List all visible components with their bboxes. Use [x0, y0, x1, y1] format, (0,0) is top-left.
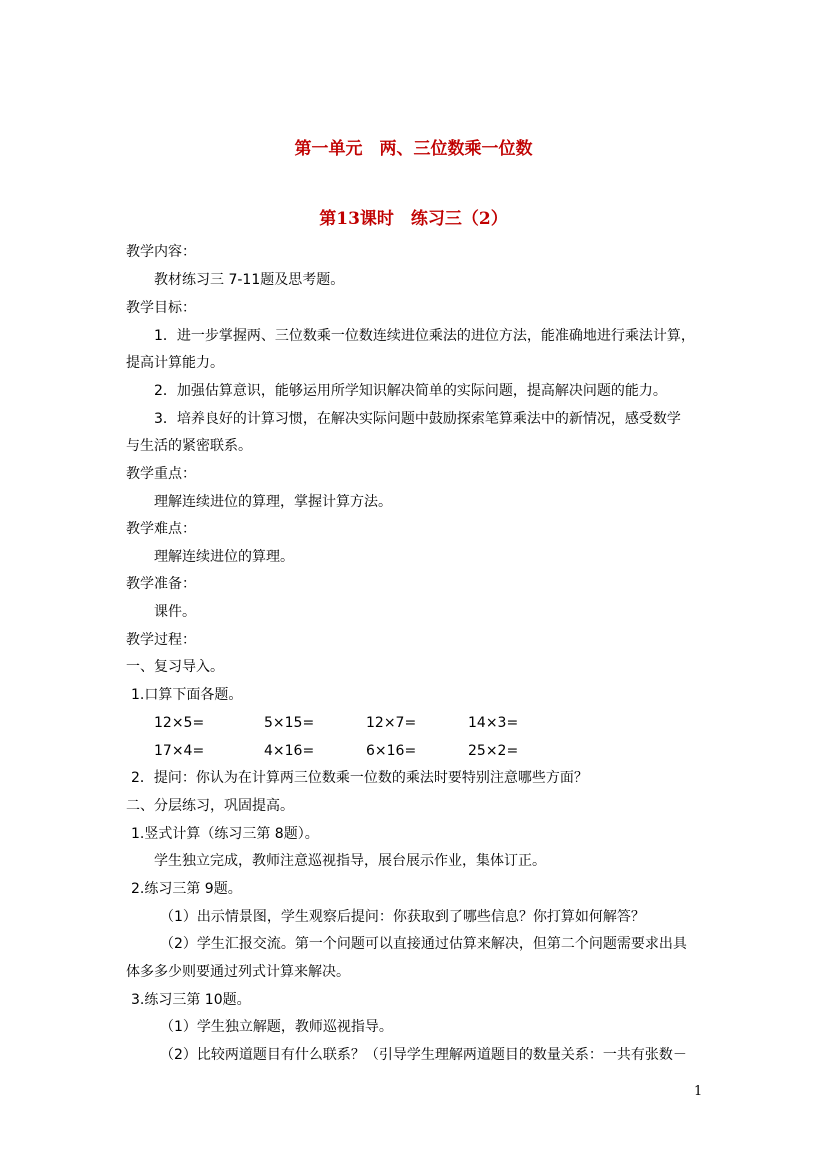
oral-item: 14×3=	[468, 715, 519, 731]
key-body: 理解连续进位的算理，掌握计算方法。	[154, 494, 392, 510]
lesson-title: 第13课时 练习三（2）	[319, 209, 508, 229]
part2-item3: 3.练习三第 10题。	[131, 992, 251, 1008]
goals-heading: 教学目标：	[126, 300, 196, 316]
part2-item3-a: （1）学生独立解题，教师巡视指导。	[160, 1019, 393, 1035]
process-heading: 教学过程：	[126, 632, 196, 648]
oral-item: 12×5=	[154, 715, 205, 731]
part2-item2-b2: 体多多少则要通过列式计算来解决。	[126, 964, 350, 980]
key-heading: 教学重点：	[126, 466, 196, 482]
part1-item2: 2．提问：你认为在计算两三位数乘一位数的乘法时要特别注意哪些方面？	[131, 770, 588, 786]
difficulty-heading: 教学难点：	[126, 521, 196, 537]
part2-item3-b: （2）比较两道题目有什么联系？（引导学生理解两道题目的数量关系：一共有张数－	[160, 1047, 687, 1063]
part1-heading: 一、复习导入。	[126, 659, 224, 675]
oral-item: 12×7=	[366, 715, 417, 731]
unit-title: 第一单元 两、三位数乘一位数	[294, 139, 533, 159]
goal-1a: 1．进一步掌握两、三位数乘一位数连续进位乘法的进位方法，能准确地进行乘法计算，	[154, 328, 695, 344]
goal-3b: 与生活的紧密联系。	[126, 438, 252, 454]
part2-item1-body: 学生独立完成，教师注意巡视指导，展台展示作业，集体订正。	[154, 853, 546, 869]
goal-3a: 3．培养良好的计算习惯，在解决实际问题中鼓励探索笔算乘法中的新情况，感受数学	[154, 411, 681, 427]
content-heading: 教学内容：	[126, 244, 196, 260]
part2-item2-b1: （2）学生汇报交流。第一个问题可以直接通过估算来解决，但第二个问题需要求出具	[160, 936, 687, 952]
part1-item1: 1.口算下面各题。	[131, 687, 243, 703]
oral-item: 25×2=	[468, 743, 519, 759]
goal-2: 2．加强估算意识，能够运用所学知识解决简单的实际问题，提高解决问题的能力。	[154, 383, 667, 399]
difficulty-body: 理解连续进位的算理。	[154, 549, 294, 565]
part2-item2: 2.练习三第 9题。	[131, 881, 242, 897]
oral-item: 6×16=	[366, 743, 417, 759]
page-number: 1	[694, 1084, 703, 1099]
part2-item2-a: （1）出示情景图，学生观察后提问：你获取到了哪些信息？你打算如何解答？	[160, 909, 645, 925]
prep-heading: 教学准备：	[126, 576, 196, 592]
oral-item: 4×16=	[264, 743, 315, 759]
part2-item1: 1.竖式计算（练习三第 8题）。	[131, 826, 319, 842]
oral-item: 5×15=	[264, 715, 315, 731]
prep-body: 课件。	[154, 604, 196, 620]
content-body: 教材练习三 7-11题及思考题。	[154, 272, 345, 288]
part2-heading: 二、分层练习，巩固提高。	[126, 798, 294, 814]
oral-item: 17×4=	[154, 743, 205, 759]
goal-1b: 提高计算能力。	[126, 355, 224, 371]
